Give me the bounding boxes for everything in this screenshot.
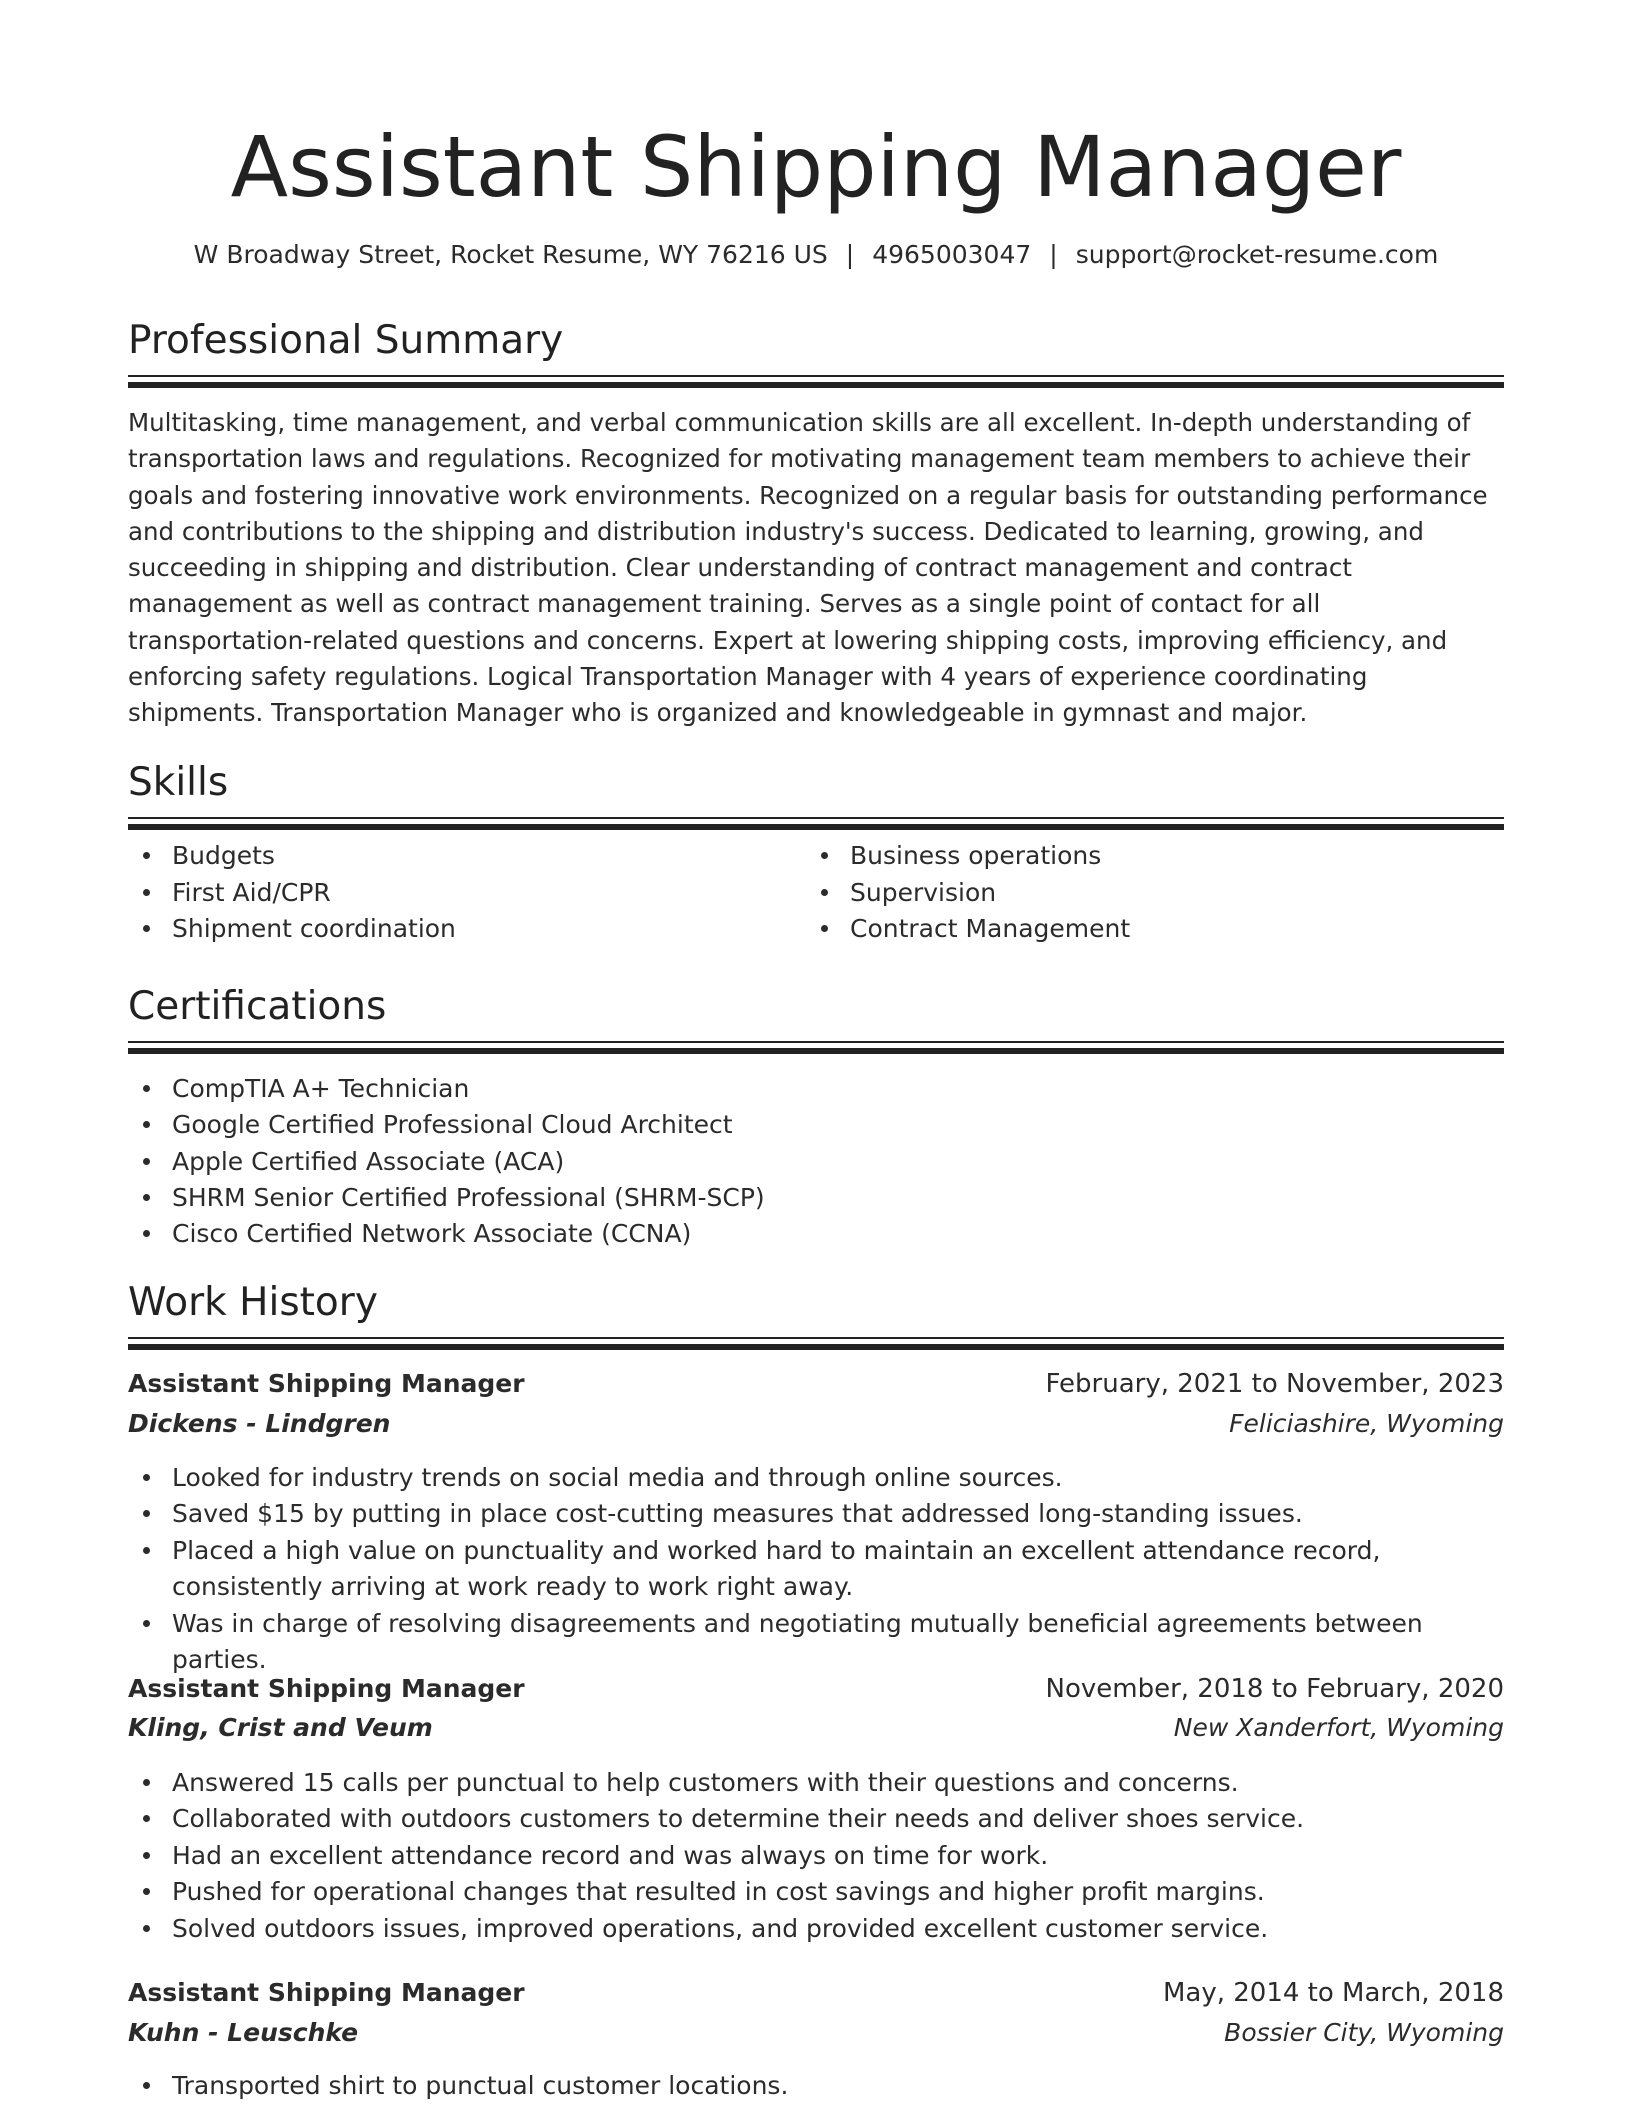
- summary-section: [128, 318, 1504, 386]
- contact-line: [0, 240, 1632, 269]
- summary-text: Multitasking, time management, and verbal communication skills are all excellent. In-depth understanding of transportation laws and regulations. Recognized for motivating management team members to achieve their goals and fostering innovative work environments. Recognized on a regular basis for outstanding performance and contributions to the shipping and distribution industry's success. Dedicated to learning, growing, and succeeding in shipping and distribution. Clear understanding of contract management and contract management as well as contract management training. Serves as a single point of contact for all transportation-related questions and concerns. Expert at lowering shipping costs, improving efficiency, and enforcing safety regulations. Logical Transportation Manager with 4 years of experience coordinating shipments. Transportation Manager who is organized and knowledgeable in gymnast and major.: [128, 408, 1488, 728]
- job-subheader: [128, 2018, 1504, 2058]
- list-item: Saved $15 by putting in place cost-cutting measures that addressed long-standing issues.: [128, 1496, 1504, 1532]
- section-title: Work History: [128, 1280, 378, 1325]
- list-item: Supervision: [806, 875, 1446, 912]
- job-bullet-list: [128, 1460, 1504, 1678]
- list-item: Placed a high value on punctuality and worked hard to maintain an excellent attendance record, consistently arriving at work ready to work right away.: [128, 1533, 1504, 1606]
- skills-section: [128, 760, 1504, 828]
- job-dates: November, 2018 to February, 2020: [1045, 1674, 1504, 1704]
- skills-list-left: [128, 838, 768, 948]
- section-divider: [128, 375, 1504, 386]
- job-dates: February, 2021 to November, 2023: [1045, 1369, 1504, 1399]
- list-item: Business operations: [806, 838, 1446, 875]
- list-item: Answered 15 calls per punctual to help customers with their questions and concerns.: [128, 1765, 1504, 1801]
- work-history-section: [128, 1280, 1504, 1348]
- list-item: Transported shirt to punctual customer locations.: [128, 2068, 1504, 2104]
- list-item: Google Certified Professional Cloud Architect: [128, 1107, 1504, 1143]
- list-item: Looked for industry trends on social media and through online sources.: [128, 1460, 1504, 1496]
- job-header: [128, 1978, 1504, 2018]
- job-title: Assistant Shipping Manager: [128, 1978, 525, 2007]
- section-divider: [128, 1337, 1504, 1348]
- certifications-section: [128, 984, 1504, 1052]
- job-company: Kling, Crist and Veum: [128, 1713, 433, 1742]
- resume-name: Assistant Shipping Manager: [230, 118, 1402, 216]
- address: W Broadway Street, Rocket Resume, WY 76216 US: [193, 240, 828, 269]
- separator: |: [1049, 240, 1058, 269]
- list-item: Solved outdoors issues, improved operations, and provided excellent customer service.: [128, 1911, 1504, 1947]
- list-item: Apple Certified Associate (ACA): [128, 1144, 1504, 1180]
- certifications-list: [128, 1071, 1504, 1252]
- email: support@rocket-resume.com: [1075, 240, 1439, 269]
- list-item: Budgets: [128, 838, 768, 875]
- job-bullet-list: [128, 2068, 1504, 2104]
- phone: 4965003047: [872, 240, 1032, 269]
- list-item: Contract Management: [806, 911, 1446, 948]
- skills-list-right: [806, 838, 1446, 948]
- list-item: Collaborated with outdoors customers to determine their needs and deliver shoes service.: [128, 1801, 1504, 1837]
- list-item: Cisco Certified Network Associate (CCNA): [128, 1216, 1504, 1252]
- job-dates: May, 2014 to March, 2018: [1162, 1978, 1504, 2008]
- list-item: Shipment coordination: [128, 911, 768, 948]
- section-title: Professional Summary: [128, 318, 564, 363]
- section-title: Skills: [128, 760, 229, 805]
- job-location: New Xanderfort, Wyoming: [1173, 1713, 1504, 1742]
- list-item: Was in charge of resolving disagreements and negotiating mutually beneficial agreements between parties.: [128, 1606, 1504, 1679]
- list-item: Had an excellent attendance record and was always on time for work.: [128, 1838, 1504, 1874]
- job-location: Feliciashire, Wyoming: [1229, 1409, 1504, 1438]
- section-divider: [128, 817, 1504, 828]
- job-location: Bossier City, Wyoming: [1224, 2018, 1504, 2047]
- section-title: Certifications: [128, 984, 387, 1029]
- job-company: Kuhn - Leuschke: [128, 2018, 359, 2047]
- list-item: SHRM Senior Certified Professional (SHRM-SCP): [128, 1180, 1504, 1216]
- job-title: Assistant Shipping Manager: [128, 1674, 525, 1703]
- job-title: Assistant Shipping Manager: [128, 1369, 525, 1398]
- job-subheader: [128, 1409, 1504, 1449]
- list-item: CompTIA A+ Technician: [128, 1071, 1504, 1107]
- job-company: Dickens - Lindgren: [128, 1409, 391, 1438]
- job-bullet-list: [128, 1765, 1504, 1947]
- section-divider: [128, 1041, 1504, 1052]
- job-header: [128, 1674, 1504, 1714]
- list-item: Pushed for operational changes that resulted in cost savings and higher profit margins.: [128, 1874, 1504, 1910]
- job-header: [128, 1369, 1504, 1409]
- job-subheader: [128, 1713, 1504, 1753]
- list-item: First Aid/CPR: [128, 875, 768, 912]
- separator: |: [845, 240, 855, 269]
